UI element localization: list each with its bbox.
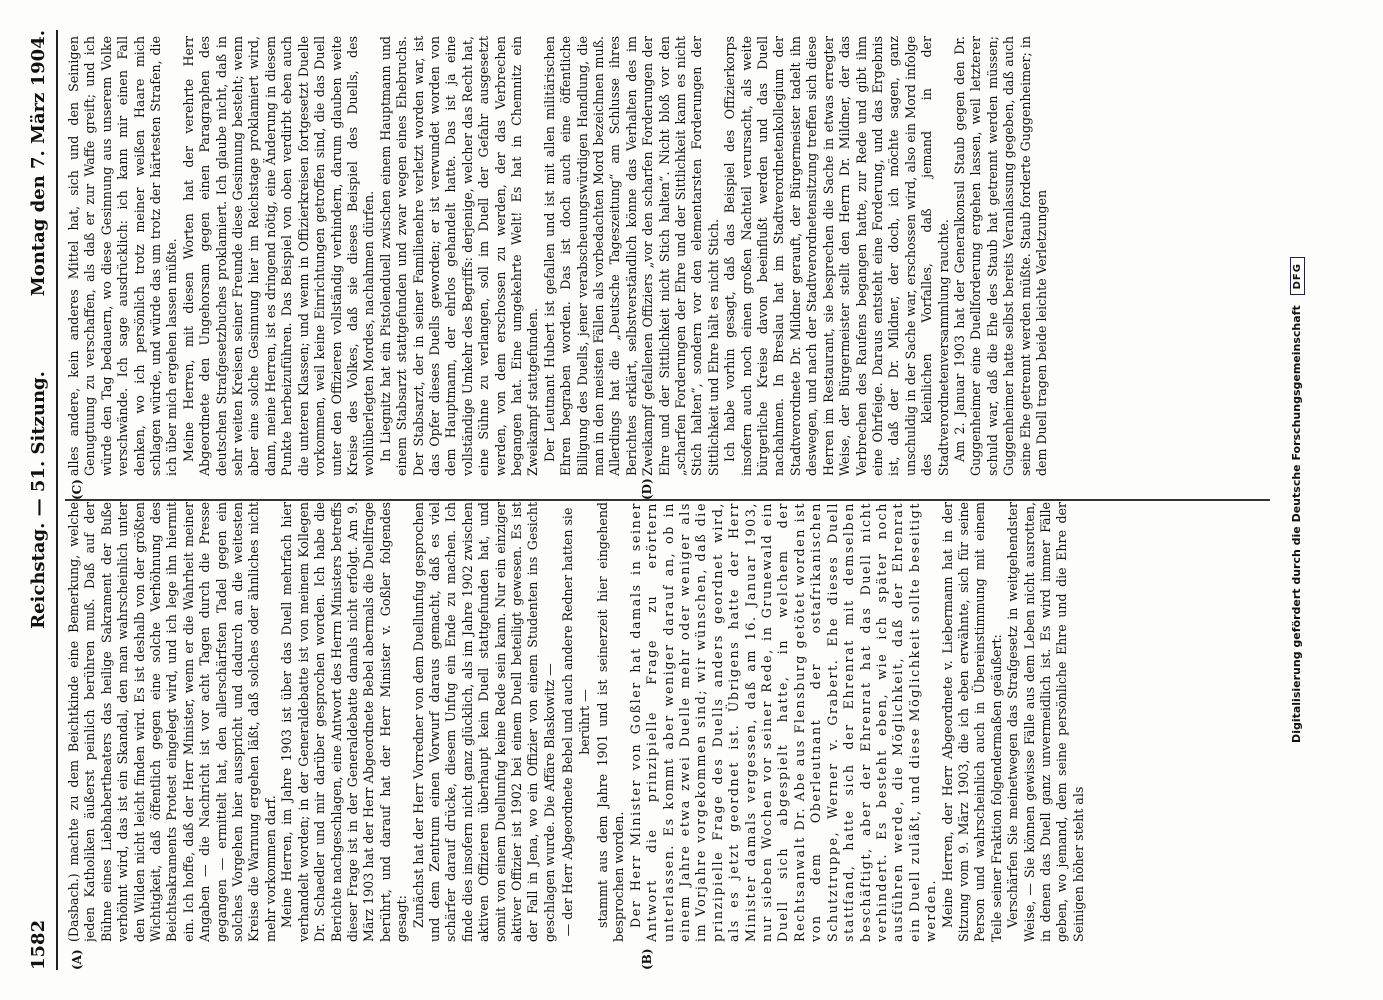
paragraph: Meine Herren, der Herr Abgeordnete v. Liebermann hat in der Sitzung vom 9. März 1903, die ich eben erwähnte, sich für seine Person und wahrscheinlich auch in Übereinstimmung mit einem Teile seiner Fraktion folgendermaßen geäußert: <box>939 502 1004 942</box>
header-rule <box>56 30 58 970</box>
page-content <box>20 30 1280 970</box>
margin-marker-b: (B) <box>640 948 654 970</box>
paragraph: Meine Herren, mit diesen Worten hat der verehrte Herr Abgeordnete den Ungehorsam gegen einen Paragraphen des deutschen Strafgesetzbuches proklamiert. Ich glaube nicht, daß in sehr weiten Kreisen seiner Freunde diese Gesinnung besteht; wenn aber eine solche Gesinnung hier im Reichstage proklamiert wird, dann, meine Herren, ist es dringend nötig, eine Änderung in diesem Punkte herbeizuführen. Das Beispiel von oben verdirbt eben auch die unteren Klassen; und wenn in Offizierkreisen fortgesetzt Duelle vorkommen, weil keine Einrichtungen getroffen sind, die das Duell unter den Offizieren vollständig verhindern, darum glauben weite Kreise des Volkes, daß sie dieses Beispiel des Duells, des wohlüberlegten Mordes, nachahmen dürfen. <box>180 36 377 476</box>
paragraph: In Liegnitz hat ein Pistolenduell zwischen einem Hauptmann und einem Stabsarzt stattgefunden und zwar wegen eines Ehebruchs. Der Stabsarzt, der in seiner Familienehre verletzt worden war, ist das Opfer dieses Duells geworden; er ist verwundet worden von dem Hauptmann, der ehrlos gehandelt hatte. Das ist ja eine vollständige Umkehr des Begriffs: derjenige, welcher das Recht hat, eine Sühne zu verlangen, soll im Duell der Gefahr ausgesetzt werden, von dem erschossen zu werden, der das Verbrechen begangen hat. Eine umgekehrte Welt! Es hat in Chemnitz ein Zweikampf stattgefunden. <box>377 36 541 476</box>
session-date: Montag den 7. März 1904. <box>28 30 49 297</box>
digitization-credit <box>1290 0 1305 1000</box>
session-title: Reichstag. — 51. Sitzung. <box>28 371 49 629</box>
paragraph: Der Herr Minister von Goßler hat damals in seiner Antwort die prinzipielle Frage zu erörtern unterlassen. Es kommt aber weniger darauf an, ob in einem Jahre etwa zwei Duelle mehr oder weniger als im Vorjahre vorgekommen sind; wir wünschen, daß die prinzipielle Frage des Duells anders geordnet wird, als es jetzt geordnet ist. Übrigens hatte der Herr Minister damals vergessen, daß am 16. Januar 1903, nur sieben Wochen vor seiner Rede, in Grunewald ein Duell sich abgespielt hatte, in welchem der Rechtsanwalt Dr. Abe aus Flensburg getötet worden ist von dem Oberleutnant der ostafrikanischen Schutztruppe, Werner v. Grabert. Ehe dieses Duell stattfand, hatte sich der Ehrenrat mit demselben beschäftigt, aber der Ehrenrat hat das Duell nicht verhindert. Es besteht eben, wie ich später noch ausführen werde, die Möglichkeit, daß der Ehrenrat ein Duell zuläßt, und diese Möglichkeit sollte beseitigt werden. <box>627 502 939 942</box>
right-column <box>66 36 1271 476</box>
quotation: Verschärfen Sie meinetwegen das Strafgesetz in weitgehendster Weise, — Sie können gewisse Fälle aus dem Leben nicht ausrotten, in denen das Duell ganz unvermeidlich ist. Es wird immer Fälle geben, wo jemand, dem seine persönliche Ehre und die Ehre der Seinigen höher steht als <box>1005 502 1086 942</box>
page-number: 1582 <box>28 919 49 970</box>
paragraph: Ich habe vorhin gesagt, daß das Beispiel des Offizierkorps insofern auch noch einen großen Nachteil verursacht, als weite bürgerliche Kreise davon beeinflußt werden und das Duell nachahmen. In Breslau hat im Stadtverordnetenkollegium der Stadtverordnete Dr. Mildner gerauft, der Bürgermeister tadelt ihn deswegen, und nach der Stadtverordnetensitzung treffen sich diese Herren im Restaurant, sie besprechen die Sache in etwas erregter Weise, der Bürgermeister stellt den Herrn Dr. Mildner, der das Verbrechen des Raufens begangen hatte, zur Rede und gibt ihm eine Ohrfeige. Daraus entsteht eine Forderung, und das Ergebnis ist, daß der Dr. Mildner, der doch, ich möchte sagen, ganz unschuldig in der Sache war, erschossen wird, also ein Mord infolge des kleinlichen Vorfalles, daß jemand in der Stadtverordnetenversammlung rauchte. <box>722 36 951 476</box>
quotation: stammt aus dem Jahre 1901 und ist seinerzeit hier eingehend besprochen worden. <box>595 502 627 942</box>
quotation: alles andere, kein anderes Mittel hat, sich und den Seinigen Genugtuung zu verschaffen, als daß er zur Waffe greift; und ich würde den Tag bedauern, wo diese Gesinnung aus unserem Volke verschwände. Ich sage ausdrücklich: ich kann mir einen Fall denken, wo ich persönlich trotz meiner weißen Haare mich schlagen würde, und würde das um trotz der härtesten Strafen, die ich über mich ergehen lassen müßte. <box>66 36 180 476</box>
margin-marker-a: (A) <box>70 949 84 970</box>
paragraph: Am 2. Januar 1903 hat der Generalkonsul Staub gegen den Dr. Guggenheimer eine Duellforderung ergehen lassen, weil letzterer schuld war, daß die Ehe des Staub hat getrennt werden müssen; Guggenheimer hatte selbst bereits Veranlassung gegeben, daß auch seine Ehe getrennt werden müßte. Staub forderte Guggenheimer; in dem Duell tragen beide leichte Verletzungen <box>951 36 1049 476</box>
credit-text: Digitalisierung gefördert durch die Deutsche Forschungsgemeinschaft <box>1290 305 1303 743</box>
margin-marker-d: (D) <box>640 478 654 500</box>
paragraph: Der Leutnant Hubert ist gefallen und ist mit allen militärischen Ehren begraben worden. Das ist doch auch eine öffentliche Billigung des Duells, jener verabscheuungswürdigen Handlung, die man in den meisten Fällen als vorbedachten Mord bezeichnen muß. Allerdings hat die „Deutsche Tageszeitung“ am Schlusse ihres Berichtes erklärt, selbstverständlich könne das Verhalten des im Zweikampf gefallenen Offiziers „vor den scharfen Forderungen der Ehre und der Sittlichkeit nicht Stich halten“. Nicht bloß vor den „scharfen Forderungen der Ehre und der Sittlichkeit kann es nicht Stich halten“, sondern vor den elementarsten Forderungen der Sittlichkeit und Ehre hält es nicht Stich. <box>541 36 721 476</box>
interjection: — der Herr Abgeordnete Bebel und auch andere Redner hatten sie berührt — <box>560 507 592 937</box>
margin-marker-c: (C) <box>70 479 84 500</box>
column-divider <box>65 499 1270 501</box>
dfg-logo: DFG <box>1290 257 1305 295</box>
quotation: Zunächst hat der Herr Vorredner von dem Duellunfug gesprochen und dem Zentrum einen Vorwurf daraus gemacht, daß es viel schärfer darauf drücke, diesem Unfug ein Ende zu machen. Ich finde dies insofern nicht ganz glücklich, als im Jahre 1902 zwischen aktiven Offizieren überhaupt kein Duell stattgefunden hat, und somit von einem Duellunfug keine Rede sein kann. Nur ein einziger aktiver Offizier ist 1902 bei einem Duell beteiligt gewesen. Es ist der Fall in Jena, wo ein Offizier von einem Studenten ins Gesicht geschlagen wurde. Die Affäre Blaskowitz — <box>410 502 557 942</box>
left-column <box>66 502 1271 942</box>
paragraph: (Dasbach.) machte zu dem Beichtkinde eine Bemerkung, welche jeden Katholiken äußerst peinlich berühren muß. Daß auf der Bühne eines Liebhabertheaters das heilige Sakrament der Buße verhöhnt wird, das ist ein Skandal, den man wahrscheinlich unter den Wilden nicht leicht finden wird. Es ist deshalb von der größten Wichtigkeit, daß öffentlich gegen eine solche Verhöhnung des Beichtsakraments Protest eingelegt wird, und ich lege ihn hiermit ein. Ich hoffe, daß der Herr Minister, wenn er die Wahrheit meiner Angaben — die Nachricht ist vor acht Tagen durch die Presse gegangen — ermittelt hat, den allerschärfsten Tadel gegen ein solches Vorgehen hier ausspricht und dadurch an die weitesten Kreise die Warnung ergehen läßt, daß solches oder ähnliches nicht mehr vorkommen darf. <box>66 502 278 942</box>
running-head <box>20 30 60 970</box>
paragraph: Meine Herren, im Jahre 1903 ist über das Duell mehrfach hier verhandelt worden; in der Generaldebatte ist von meinem Kollegen Dr. Schaedler und mir darüber gesprochen worden. Ich habe die Berichte nachgeschlagen, eine Antwort des Herrn Ministers betreffs dieser Frage ist in der Generaldebatte damals nicht erfolgt. Am 9. März 1903 hat der Herr Abgeordnete Bebel abermals die Duellfrage berührt, und darauf hat der Herr Minister v. Goßler folgendes gesagt: <box>279 502 410 942</box>
